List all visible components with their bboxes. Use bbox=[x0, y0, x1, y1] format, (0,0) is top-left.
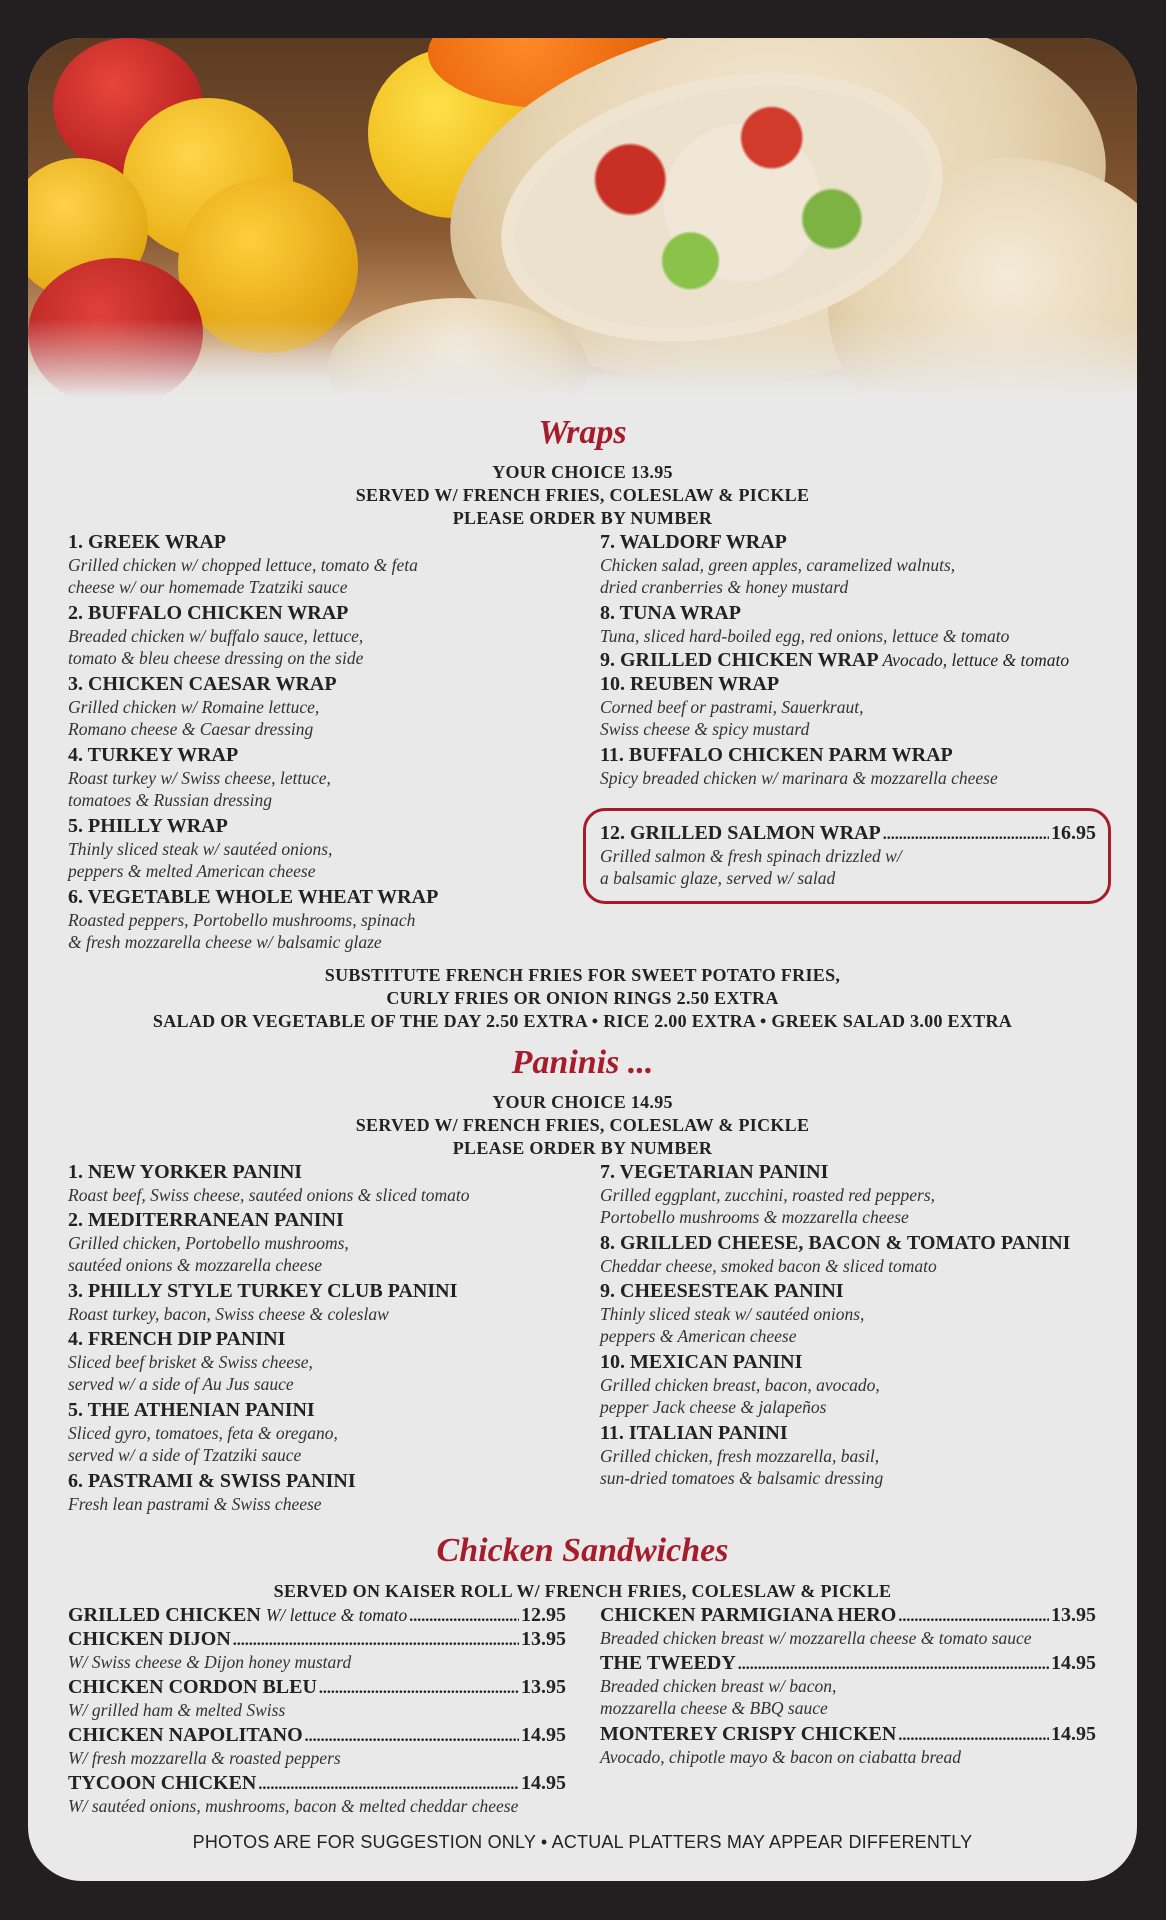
item-name: 9. GRILLED CHICKEN WRAP Avocado, lettuce & tomato bbox=[600, 649, 1070, 671]
item-name: CHICKEN CORDON BLEU bbox=[68, 1676, 317, 1698]
item-description: Grilled salmon & fresh spinach drizzled w/ a balsamic glaze, served w/ salad bbox=[600, 846, 902, 888]
item-description: Roast turkey, bacon, Swiss cheese & coleslaw bbox=[68, 1304, 389, 1324]
item-name: 10. MEXICAN PANINI bbox=[600, 1351, 803, 1373]
item-name: CHICKEN DIJON bbox=[68, 1628, 231, 1650]
menu-item bbox=[600, 1161, 935, 1228]
substitute-note: SALAD OR VEGETABLE OF THE DAY 2.50 EXTRA • RICE 2.00 EXTRA • GREEK SALAD 3.00 EXTRA bbox=[152, 1011, 1013, 1031]
item-description: Breaded chicken breast w/ bacon, mozzarella cheese & BBQ sauce bbox=[600, 1676, 837, 1718]
red-tomato-image bbox=[28, 258, 203, 398]
item-description: W/ sautéed onions, mushrooms, bacon & melted cheddar cheese bbox=[68, 1796, 519, 1816]
item-description: Thinly sliced steak w/ sautéed onions, peppers & melted American cheese bbox=[68, 839, 333, 881]
item-price: 14.95 bbox=[521, 1724, 566, 1746]
menu-item bbox=[68, 1724, 566, 1769]
item-description: Grilled chicken w/ Romaine lettuce, Romano cheese & Caesar dressing bbox=[68, 697, 320, 739]
item-price: 14.95 bbox=[1051, 1723, 1096, 1745]
menu-item bbox=[600, 1723, 1096, 1768]
menu-item bbox=[68, 1470, 356, 1515]
item-description: Tuna, sliced hard-boiled egg, red onions, lettuce & tomato bbox=[600, 626, 1010, 646]
item-name: 7. WALDORF WRAP bbox=[600, 531, 787, 553]
item-description: W/ grilled ham & melted Swiss bbox=[68, 1700, 286, 1720]
item-name: THE TWEEDY bbox=[600, 1652, 736, 1674]
dot-leader bbox=[305, 1728, 519, 1746]
item-name: 12. GRILLED SALMON WRAP bbox=[600, 822, 881, 844]
menu-item bbox=[68, 602, 363, 669]
dot-leader bbox=[319, 1680, 519, 1698]
menu-item bbox=[68, 886, 438, 953]
menu-item bbox=[600, 1652, 1096, 1719]
item-name: 9. CHEESESTEAK PANINI bbox=[600, 1280, 844, 1302]
item-description: Chicken salad, green apples, caramelized walnuts, dried cranberries & honey mustard bbox=[600, 555, 956, 597]
item-price: 14.95 bbox=[1051, 1652, 1096, 1674]
item-price: 13.95 bbox=[521, 1676, 566, 1698]
menu-item bbox=[68, 815, 332, 882]
item-name: CHICKEN PARMIGIANA HERO bbox=[600, 1604, 897, 1626]
dot-leader bbox=[898, 1727, 1049, 1745]
item-name: MONTEREY CRISPY CHICKEN bbox=[600, 1723, 897, 1745]
menu-item bbox=[68, 1604, 566, 1627]
paninis-order-note: PLEASE ORDER BY NUMBER bbox=[452, 1138, 713, 1158]
item-name: 5. PHILLY WRAP bbox=[68, 815, 228, 837]
item-name: 7. VEGETARIAN PANINI bbox=[600, 1161, 829, 1183]
dot-leader bbox=[738, 1656, 1049, 1674]
item-name: 4. TURKEY WRAP bbox=[68, 744, 239, 766]
item-description: Breaded chicken breast w/ mozzarella cheese & tomato sauce bbox=[600, 1628, 1032, 1648]
menu-item bbox=[68, 744, 331, 811]
item-description: W/ Swiss cheese & Dijon honey mustard bbox=[68, 1652, 352, 1672]
item-description: Spicy breaded chicken w/ marinara & mozzarella cheese bbox=[600, 768, 998, 788]
item-name: 11. BUFFALO CHICKEN PARM WRAP bbox=[600, 744, 953, 766]
item-description: Grilled chicken breast, bacon, avocado, pepper Jack cheese & jalapeños bbox=[600, 1375, 880, 1417]
wraps-section-title: Wraps bbox=[538, 414, 627, 451]
chicken-served-with: SERVED ON KAISER ROLL W/ FRENCH FRIES, COLESLAW & PICKLE bbox=[273, 1581, 892, 1601]
item-name: 8. TUNA WRAP bbox=[600, 602, 741, 624]
menu-item bbox=[68, 1161, 469, 1206]
menu-item bbox=[600, 531, 955, 598]
item-name: 10. REUBEN WRAP bbox=[600, 673, 780, 695]
item-price: 12.95 bbox=[521, 1604, 566, 1626]
item-description: Avocado, chipotle mayo & bacon on ciabatta bread bbox=[600, 1747, 961, 1767]
menu-card bbox=[28, 38, 1137, 1881]
item-name: 2. BUFFALO CHICKEN WRAP bbox=[68, 602, 349, 624]
dot-leader bbox=[898, 1608, 1049, 1626]
item-name: 1. NEW YORKER PANINI bbox=[68, 1161, 303, 1183]
dot-leader bbox=[409, 1608, 519, 1626]
item-name: 5. THE ATHENIAN PANINI bbox=[68, 1399, 315, 1421]
hero-food-photo bbox=[28, 38, 1137, 398]
item-name: 4. FRENCH DIP PANINI bbox=[68, 1328, 286, 1350]
disclaimer-footer: PHOTOS ARE FOR SUGGESTION ONLY • ACTUAL PLATTERS MAY APPEAR DIFFERENTLY bbox=[192, 1832, 973, 1852]
substitute-note: CURLY FRIES OR ONION RINGS 2.50 EXTRA bbox=[386, 988, 779, 1008]
item-name: TYCOON CHICKEN bbox=[68, 1772, 257, 1794]
item-name: 11. ITALIAN PANINI bbox=[600, 1422, 788, 1444]
dot-leader bbox=[233, 1632, 519, 1650]
menu-item bbox=[600, 1232, 1070, 1277]
item-description: Sliced gyro, tomatoes, feta & oregano, served w/ a side of Tzatziki sauce bbox=[68, 1423, 338, 1465]
item-description: Grilled eggplant, zucchini, roasted red peppers, Portobello mushrooms & mozzarella cheese bbox=[600, 1185, 936, 1227]
menu-item bbox=[68, 1328, 313, 1395]
item-price: 14.95 bbox=[521, 1772, 566, 1794]
item-name: CHICKEN NAPOLITANO bbox=[68, 1724, 303, 1746]
item-inline-description: W/ lettuce & tomato bbox=[265, 1605, 408, 1625]
item-description: Corned beef or pastrami, Sauerkraut, Swiss cheese & spicy mustard bbox=[600, 697, 864, 739]
item-name: 3. CHICKEN CAESAR WRAP bbox=[68, 673, 337, 695]
menu-item bbox=[600, 744, 998, 789]
item-description: Roast turkey w/ Swiss cheese, lettuce, tomatoes & Russian dressing bbox=[68, 768, 331, 810]
item-price: 16.95 bbox=[1051, 822, 1096, 844]
menu-item bbox=[600, 673, 863, 740]
substitute-note: SUBSTITUTE FRENCH FRIES FOR SWEET POTATO FRIES, bbox=[324, 965, 841, 985]
item-description: Roasted peppers, Portobello mushrooms, spinach & fresh mozzarella cheese w/ balsamic glaze bbox=[68, 910, 416, 952]
item-name: 1. GREEK WRAP bbox=[68, 531, 226, 553]
item-inline-description: Avocado, lettuce & tomato bbox=[882, 650, 1070, 670]
menu-item bbox=[68, 1399, 338, 1466]
menu-item bbox=[68, 1209, 349, 1276]
item-price: 13.95 bbox=[521, 1628, 566, 1650]
chicken-section-title: Chicken Sandwiches bbox=[436, 1532, 729, 1569]
menu-item bbox=[600, 1604, 1096, 1649]
item-name: 2. MEDITERRANEAN PANINI bbox=[68, 1209, 344, 1231]
item-description: Grilled chicken, fresh mozzarella, basil, sun-dried tomatoes & balsamic dressing bbox=[600, 1446, 884, 1488]
item-name: 8. GRILLED CHEESE, BACON & TOMATO PANINI bbox=[600, 1232, 1071, 1254]
featured-menu-item bbox=[600, 822, 1096, 889]
item-name: GRILLED CHICKEN W/ lettuce & tomato bbox=[68, 1604, 408, 1626]
item-description: Grilled chicken, Portobello mushrooms, sautéed onions & mozzarella cheese bbox=[68, 1233, 349, 1275]
menu-item bbox=[68, 1772, 566, 1817]
paninis-served-with: SERVED W/ FRENCH FRIES, COLESLAW & PICKLE bbox=[355, 1115, 810, 1135]
item-description: Sliced beef brisket & Swiss cheese, served w/ a side of Au Jus sauce bbox=[68, 1352, 313, 1394]
menu-item bbox=[68, 1280, 457, 1325]
paninis-section-title: Paninis ... bbox=[511, 1044, 654, 1081]
item-name: 6. VEGETABLE WHOLE WHEAT WRAP bbox=[68, 886, 439, 908]
item-description: Thinly sliced steak w/ sautéed onions, peppers & American cheese bbox=[600, 1304, 865, 1346]
item-description: Fresh lean pastrami & Swiss cheese bbox=[68, 1494, 322, 1514]
menu-item bbox=[600, 1280, 864, 1347]
item-description: Cheddar cheese, smoked bacon & sliced tomato bbox=[600, 1256, 937, 1276]
menu-item bbox=[68, 1628, 566, 1673]
yellow-tomato-image bbox=[178, 178, 358, 353]
item-name: 6. PASTRAMI & SWISS PANINI bbox=[68, 1470, 356, 1492]
menu-item bbox=[600, 602, 1009, 647]
dot-leader bbox=[883, 826, 1049, 844]
item-description: Grilled chicken w/ chopped lettuce, tomato & feta cheese w/ our homemade Tzatziki sauce bbox=[68, 555, 418, 597]
menu-item bbox=[68, 673, 337, 740]
paninis-choice-price: YOUR CHOICE 14.95 bbox=[492, 1092, 673, 1112]
item-description: W/ fresh mozzarella & roasted peppers bbox=[68, 1748, 341, 1768]
item-description: Roast beef, Swiss cheese, sautéed onions & sliced tomato bbox=[68, 1185, 470, 1205]
wraps-choice-price: YOUR CHOICE 13.95 bbox=[492, 462, 673, 482]
menu-item bbox=[600, 1351, 880, 1418]
menu-item bbox=[68, 531, 418, 598]
wraps-served-with: SERVED W/ FRENCH FRIES, COLESLAW & PICKLE bbox=[355, 485, 810, 505]
menu-item bbox=[68, 1676, 566, 1721]
wraps-order-note: PLEASE ORDER BY NUMBER bbox=[452, 508, 713, 528]
menu-item bbox=[600, 1422, 883, 1489]
item-description: Breaded chicken w/ buffalo sauce, lettuce, tomato & bleu cheese dressing on the side bbox=[68, 626, 364, 668]
dot-leader bbox=[258, 1776, 519, 1794]
item-price: 13.95 bbox=[1051, 1604, 1096, 1626]
menu-item bbox=[600, 649, 1069, 672]
item-name: 3. PHILLY STYLE TURKEY CLUB PANINI bbox=[68, 1280, 458, 1302]
